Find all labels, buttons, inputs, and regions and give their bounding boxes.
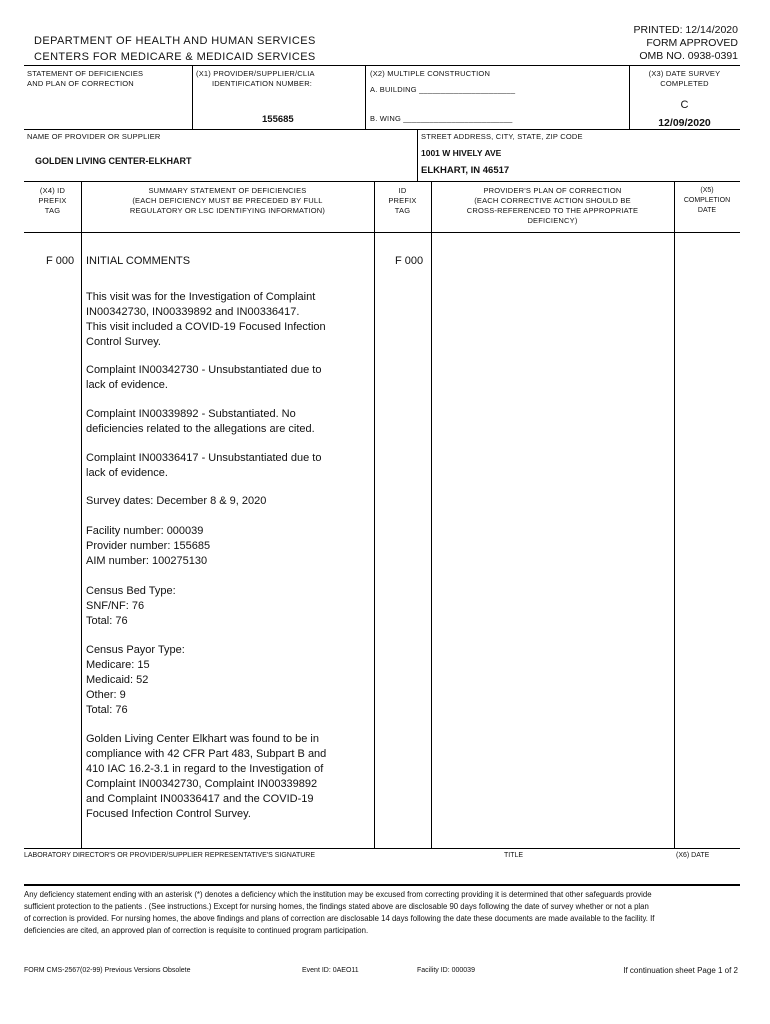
event-id: Event ID: 0AEO11 — [302, 967, 359, 974]
facility-id: Facility ID: 000039 — [417, 967, 475, 974]
col-x4-1: (X4) ID — [39, 186, 66, 195]
x3-survey-type: C — [680, 99, 689, 111]
date-label: (X6) DATE — [676, 852, 710, 859]
x2-building: A. BUILDING ______________________ — [370, 85, 516, 94]
paragraph-census-payor: Census Payor Type: Medicare: 15 Medicaid: 52 Other: 9 Total: 76 — [86, 644, 185, 716]
survey-completed-date: 12/09/2020 — [658, 117, 711, 129]
col-plan-4: DEFICIENCY) — [527, 216, 578, 225]
col-divider-4 — [674, 181, 675, 848]
x2-label: (X2) MULTIPLE CONSTRUCTION — [370, 69, 491, 78]
col-summary-1: SUMMARY STATEMENT OF DEFICIENCIES — [148, 186, 307, 195]
address-label: STREET ADDRESS, CITY, STATE, ZIP CODE — [421, 132, 583, 141]
x3-label-1: (X3) DATE SURVEY — [648, 69, 721, 78]
columns-header-bottom — [24, 232, 740, 233]
divider-x2 — [365, 65, 366, 129]
body-bottom-border — [24, 848, 740, 849]
address-line-1: 1001 W HIVELY AVE — [421, 148, 502, 158]
paragraph-survey-dates: Survey dates: December 8 & 9, 2020 — [86, 495, 267, 507]
provider-name: GOLDEN LIVING CENTER-ELKHART — [35, 156, 192, 166]
paragraph-facility-numbers: Facility number: 000039 Provider number: 155685 AIM number: 100275130 — [86, 525, 211, 567]
col-divider-2 — [374, 181, 375, 848]
provider-row-border — [24, 129, 740, 130]
col-x5-1: (X5) — [700, 187, 714, 194]
signature-rule — [24, 884, 740, 886]
provider-name-label: NAME OF PROVIDER OR SUPPLIER — [27, 132, 161, 141]
statement-label-2: AND PLAN OF CORRECTION — [27, 79, 134, 88]
address-line-2: ELKHART, IN 46517 — [421, 165, 510, 176]
tag-left: F 000 — [46, 255, 75, 267]
col-plan-3: CROSS-REFERENCED TO THE APPROPRIATE — [466, 206, 639, 215]
printed-date: PRINTED: 12/14/2020 — [633, 24, 738, 36]
divider-x1 — [192, 65, 193, 129]
paragraph-compliance: Golden Living Center Elkhart was found to be in compliance with 42 CFR Part 483, Subpart B and 410 IAC 16.2-3.1 in regard to the Investigation of Complaint IN00342730, Complaint IN00339892 and Complaint IN00336417 and the COVID-19 Focused Infection Control Survey. — [86, 733, 327, 820]
disclaimer-text: Any deficiency statement ending with an asterisk (*) denotes a deficiency which the institution may be excused from correcting providing it is determined that other safeguards provide sufficient protection to the patients . (See instructions.) Except for nursing homes, the findings stated above are disclosable 90 days following the date of survey whether or not a plan of correction is provided. For nursing homes, the above findings and plans of correction are disclosable 14 days following the date these documents are made available to the facility. If deficiencies are cited, an approved plan of correction is requisite to continued program participation. — [24, 890, 655, 935]
col-divider-3 — [431, 181, 432, 848]
col-id-3: TAG — [394, 206, 411, 215]
col-divider-1 — [81, 181, 82, 848]
top-box-border — [24, 65, 740, 66]
form-approved: FORM APPROVED — [646, 37, 738, 49]
x1-label-1: (X1) PROVIDER/SUPPLIER/CLIA — [196, 69, 315, 78]
paragraph-census-bed: Census Bed Type: SNF/NF: 76 Total: 76 — [86, 585, 176, 627]
col-x4-2: PREFIX — [38, 196, 67, 205]
x2-wing: B. WING _________________________ — [370, 114, 513, 123]
col-summary-3: REGULATORY OR LSC IDENTIFYING INFORMATION) — [129, 206, 326, 215]
title-label: TITLE — [504, 852, 524, 859]
col-plan-2: (EACH CORRECTIVE ACTION SHOULD BE — [474, 196, 631, 205]
columns-header-border — [24, 181, 740, 182]
provider-number: 155685 — [262, 114, 294, 125]
agency-line-1: DEPARTMENT OF HEALTH AND HUMAN SERVICES — [34, 35, 316, 47]
omb-number: OMB NO. 0938-0391 — [639, 50, 738, 62]
x3-label-2: COMPLETED — [660, 79, 709, 88]
tag-right: F 000 — [395, 255, 424, 267]
paragraph-complaint-1: Complaint IN00342730 - Unsubstantiated due to lack of evidence. — [86, 364, 322, 391]
paragraph-complaint-3: Complaint IN00336417 - Unsubstantiated due to lack of evidence. — [86, 452, 322, 479]
x1-label-2: IDENTIFICATION NUMBER: — [212, 79, 313, 88]
entry-heading: INITIAL COMMENTS — [86, 255, 191, 267]
col-summary-2: (EACH DEFICIENCY MUST BE PRECEDED BY FULL — [132, 196, 323, 205]
continuation-sheet: If continuation sheet Page 1 of 2 — [623, 966, 738, 975]
col-x5-2: COMPLETION — [683, 197, 731, 204]
paragraph-complaint-2: Complaint IN00339892 - Substantiated. No deficiencies related to the allegations are cited. — [86, 408, 315, 435]
col-id-1: ID — [398, 186, 407, 195]
divider-provider — [417, 129, 418, 181]
form-number: FORM CMS-2567(02-99) Previous Versions Obsolete — [24, 967, 191, 974]
col-id-2: PREFIX — [388, 196, 417, 205]
paragraph-visit: This visit was for the Investigation of Complaint IN00342730, IN00339892 and IN00336417. This visit included a COVID-19 Focused Infection Control Survey. — [86, 291, 326, 348]
statement-label-1: STATEMENT OF DEFICIENCIES — [27, 69, 144, 78]
signature-label: LABORATORY DIRECTOR'S OR PROVIDER/SUPPLIER REPRESENTATIVE'S SIGNATURE — [24, 852, 316, 859]
agency-line-2: CENTERS FOR MEDICARE & MEDICAID SERVICES — [34, 51, 316, 63]
col-plan-1: PROVIDER'S PLAN OF CORRECTION — [483, 186, 622, 195]
col-x5-3: DATE — [697, 207, 717, 214]
col-x4-3: TAG — [44, 206, 61, 215]
